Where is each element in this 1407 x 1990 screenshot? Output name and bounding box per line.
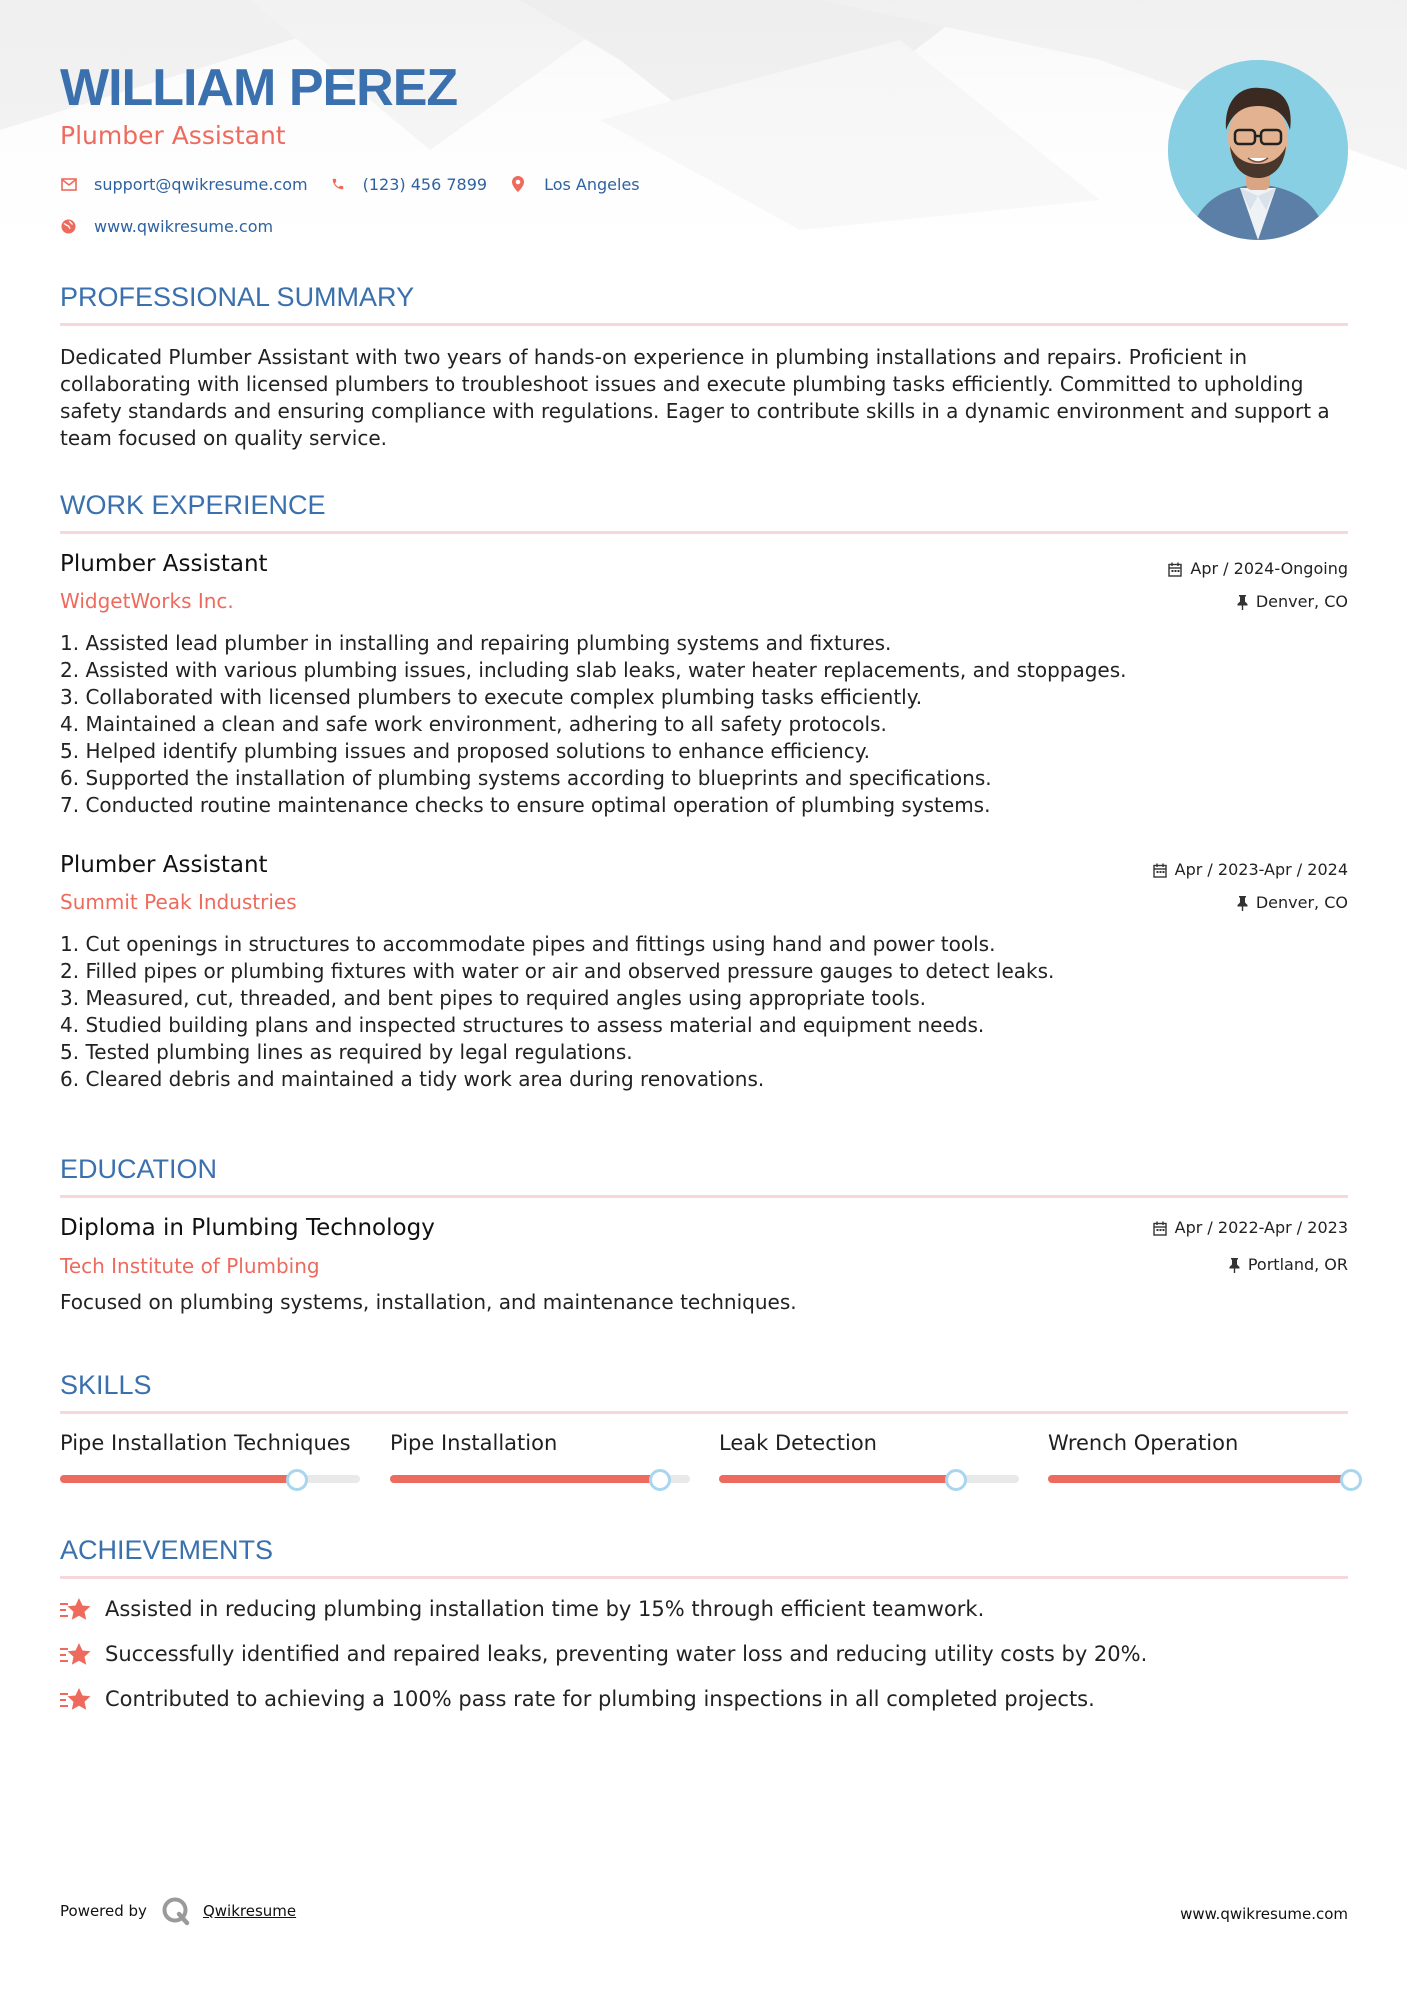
- contact-row-secondary: [60, 215, 295, 237]
- achievement-item: [60, 1640, 1147, 1668]
- skill-level-knob: [1340, 1469, 1362, 1491]
- star-icon: [60, 1686, 96, 1712]
- job-duties-list: [60, 931, 1348, 1093]
- job-company: WidgetWorks Inc.: [60, 589, 234, 613]
- achievement-text: Successfully identified and repaired leaks, preventing water loss and reducing utility costs by 20%.: [105, 1642, 1148, 1666]
- qwikresume-link[interactable]: Qwikresume: [202, 1902, 297, 1920]
- section-heading-experience: WORK EXPERIENCE: [60, 489, 1348, 534]
- skill-level-fill: [719, 1475, 953, 1483]
- degree-title: Diploma in Plumbing Technology: [60, 1215, 435, 1241]
- job-location-text: Denver, CO: [1255, 592, 1348, 611]
- skill-item: [60, 1428, 360, 1458]
- list-item: 3. Collaborated with licensed plumbers to execute complex plumbing tasks efficiently.: [60, 685, 923, 709]
- section-heading-education: EDUCATION: [60, 1153, 1348, 1198]
- job-dates-text: Apr / 2023-Apr / 2024: [1174, 860, 1348, 879]
- job-company: Summit Peak Industries: [60, 890, 297, 914]
- achievement-text: Assisted in reducing plumbing installation time by 15% through efficient teamwork.: [105, 1597, 985, 1621]
- skill-item: [1048, 1428, 1348, 1458]
- profile-photo: [1168, 60, 1348, 240]
- job-duties-list: [60, 630, 1348, 819]
- skill-level-bar: [719, 1475, 1019, 1483]
- list-item: 2. Assisted with various plumbing issues, including slab leaks, water heater replacements, and stoppages.: [60, 658, 1127, 682]
- qwikresume-logo-icon: [161, 1896, 191, 1926]
- school-name: Tech Institute of Plumbing: [60, 1254, 320, 1278]
- candidate-name: WILLIAM PEREZ: [60, 59, 458, 117]
- job-location: [1237, 892, 1348, 914]
- job-dates-text: Apr / 2024-Ongoing: [1190, 559, 1348, 578]
- thumbtack-icon: [1237, 595, 1248, 610]
- skill-level-fill: [1048, 1475, 1348, 1483]
- education-location: [1229, 1254, 1348, 1276]
- job-dates: [1168, 558, 1348, 580]
- phone-icon: [330, 176, 347, 193]
- skill-name: Pipe Installation Techniques: [60, 1431, 351, 1455]
- powered-by-label: Powered by: [60, 1902, 147, 1920]
- skill-level-knob: [945, 1469, 967, 1491]
- skill-name: Wrench Operation: [1048, 1431, 1239, 1455]
- contact-row-primary: [60, 173, 662, 195]
- footer-website[interactable]: www.qwikresume.com: [1180, 1905, 1348, 1923]
- list-item: 6. Supported the installation of plumbing systems according to blueprints and specifications.: [60, 766, 992, 790]
- list-item: 6. Cleared debris and maintained a tidy work area during renovations.: [60, 1067, 765, 1091]
- skill-name: Leak Detection: [719, 1431, 877, 1455]
- list-item: 7. Conducted routine maintenance checks to ensure optimal operation of plumbing systems.: [60, 793, 991, 817]
- list-item: 1. Assisted lead plumber in installing and repairing plumbing systems and fixtures.: [60, 631, 892, 655]
- skill-level-knob: [286, 1469, 308, 1491]
- candidate-title: Plumber Assistant: [60, 121, 286, 150]
- list-item: 4. Maintained a clean and safe work environment, adhering to all safety protocols.: [60, 712, 887, 736]
- section-heading-summary: PROFESSIONAL SUMMARY: [60, 281, 1348, 326]
- thumbtack-icon: [1229, 1258, 1240, 1273]
- star-icon: [60, 1596, 96, 1622]
- job-role: Plumber Assistant: [60, 551, 268, 577]
- skill-level-bar: [60, 1475, 360, 1483]
- calendar-icon: [1168, 562, 1182, 577]
- skill-level-bar: [390, 1475, 690, 1483]
- section-heading-achievements: ACHIEVEMENTS: [60, 1534, 1348, 1579]
- footer-powered-by: [60, 1896, 296, 1926]
- skill-item: [719, 1428, 1019, 1458]
- job-location-text: Denver, CO: [1255, 893, 1348, 912]
- list-item: 5. Helped identify plumbing issues and proposed solutions to enhance efficiency.: [60, 739, 871, 763]
- section-heading-skills: SKILLS: [60, 1369, 1348, 1414]
- achievement-item: [60, 1595, 984, 1623]
- achievement-item: [60, 1685, 1095, 1713]
- globe-icon: [60, 218, 77, 235]
- skill-item: [390, 1428, 690, 1458]
- education-dates-text: Apr / 2022-Apr / 2023: [1174, 1218, 1348, 1237]
- email-icon: [60, 176, 77, 193]
- list-item: 5. Tested plumbing lines as required by legal regulations.: [60, 1040, 633, 1064]
- email-link[interactable]: support@qwikresume.com: [94, 174, 308, 194]
- skill-level-fill: [390, 1475, 657, 1483]
- job-dates: [1153, 859, 1348, 881]
- list-item: 4. Studied building plans and inspected structures to assess material and equipment needs.: [60, 1013, 985, 1037]
- education-dates: [1153, 1217, 1348, 1239]
- location-pin-icon: [509, 176, 526, 193]
- summary-text: Dedicated Plumber Assistant with two years of hands-on experience in plumbing installations and repairs. Proficient in collaborating with licensed plumbers to troubleshoot issues and execute plumbing tasks efficiently. Committed to upholding safety standards and ensuring compliance with regulations. Eager to contribute skills in a dynamic environment and support a team focused on quality service.: [60, 345, 1330, 450]
- star-icon: [60, 1641, 96, 1667]
- job-location: [1237, 591, 1348, 613]
- website-link[interactable]: www.qwikresume.com: [94, 216, 274, 236]
- skill-level-knob: [649, 1469, 671, 1491]
- list-item: 2. Filled pipes or plumbing fixtures with water or air and observed pressure gauges to detect leaks.: [60, 959, 1055, 983]
- skill-level-bar: [1048, 1475, 1348, 1483]
- skill-level-fill: [60, 1475, 294, 1483]
- job-role: Plumber Assistant: [60, 852, 268, 878]
- thumbtack-icon: [1237, 896, 1248, 911]
- education-description: Focused on plumbing systems, installation, and maintenance techniques.: [60, 1290, 797, 1314]
- skill-name: Pipe Installation: [390, 1431, 558, 1455]
- calendar-icon: [1153, 1221, 1167, 1236]
- phone-number[interactable]: (123) 456 7899: [362, 174, 488, 194]
- list-item: 1. Cut openings in structures to accommodate pipes and fittings using hand and power tools.: [60, 932, 996, 956]
- list-item: 3. Measured, cut, threaded, and bent pipes to required angles using appropriate tools.: [60, 986, 927, 1010]
- achievement-text: Contributed to achieving a 100% pass rate for plumbing inspections in all completed projects.: [105, 1687, 1095, 1711]
- calendar-icon: [1153, 863, 1167, 878]
- education-location-text: Portland, OR: [1247, 1255, 1348, 1274]
- location-text: Los Angeles: [544, 174, 640, 194]
